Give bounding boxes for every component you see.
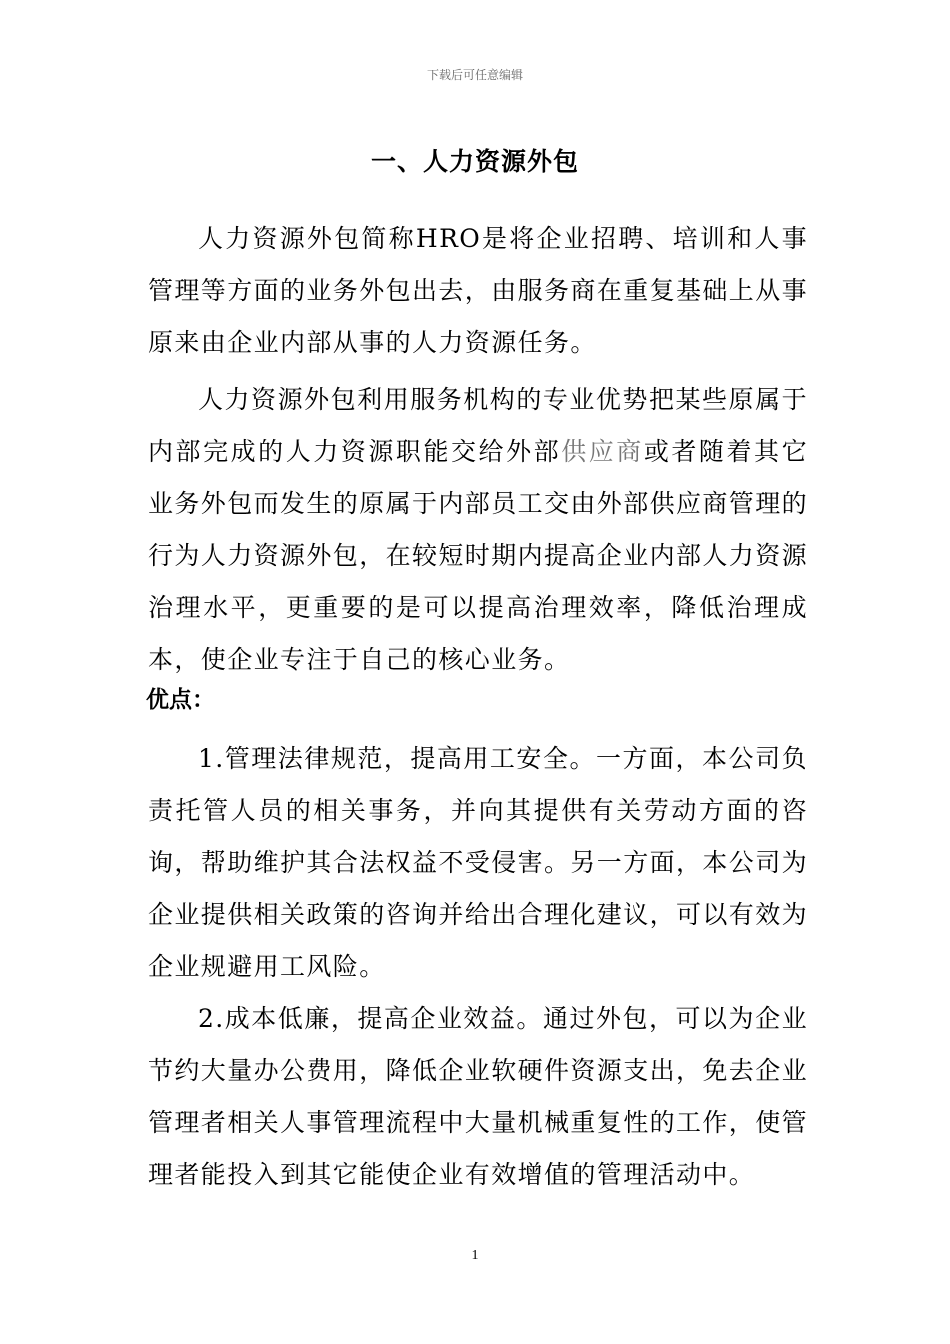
- paragraph-hro-description: [148, 374, 808, 686]
- advantages-heading: 优点：: [146, 687, 215, 713]
- paragraph-text-after-link: 或者随着其它业务外包而发生的原属于内部员工交由外部供应商管理的行为人力资源外包，在较短时期内提高企业内部人力资源治理水平，更重要的是可以提高治理效率，降低治理成本，使企业专注于自己的核心业务。: [148, 437, 809, 674]
- advantage-point-2: 2.成本低廉，提高企业效益。通过外包，可以为企业节约大量办公费用，降低企业软硬件资源支出，免去企业管理者相关人事管理流程中大量机械重复性的工作，使管理者能投入到其它能使企业有效增值的管理活动中。: [148, 1004, 809, 1189]
- section-title: 一、人力资源外包: [370, 147, 579, 176]
- paragraph-text-before-link: 人力资源外包利用服务机构的专业优势把某些原属于内部完成的人力资源职能交给外部: [148, 385, 808, 466]
- page-number: 1: [471, 1248, 479, 1263]
- header-note: 下载后可任意编辑: [426, 68, 523, 82]
- advantage-point-1: 1.管理法律规范，提高用工安全。一方面，本公司负责托管人员的相关事务，并向其提供有关劳动方面的咨询，帮助维护其合法权益不受侵害。另一方面，本公司为企业提供相关政策的咨询并给出合理化建议，可以有效为企业规避用工风险。: [148, 744, 809, 981]
- paragraph-hro-definition: 人力资源外包简称HRO是将企业招聘、培训和人事管理等方面的业务外包出去，由服务商在重复基础上从事原来由企业内部从事的人力资源任务。: [148, 224, 809, 357]
- supplier-link[interactable]: 供应商: [561, 437, 644, 466]
